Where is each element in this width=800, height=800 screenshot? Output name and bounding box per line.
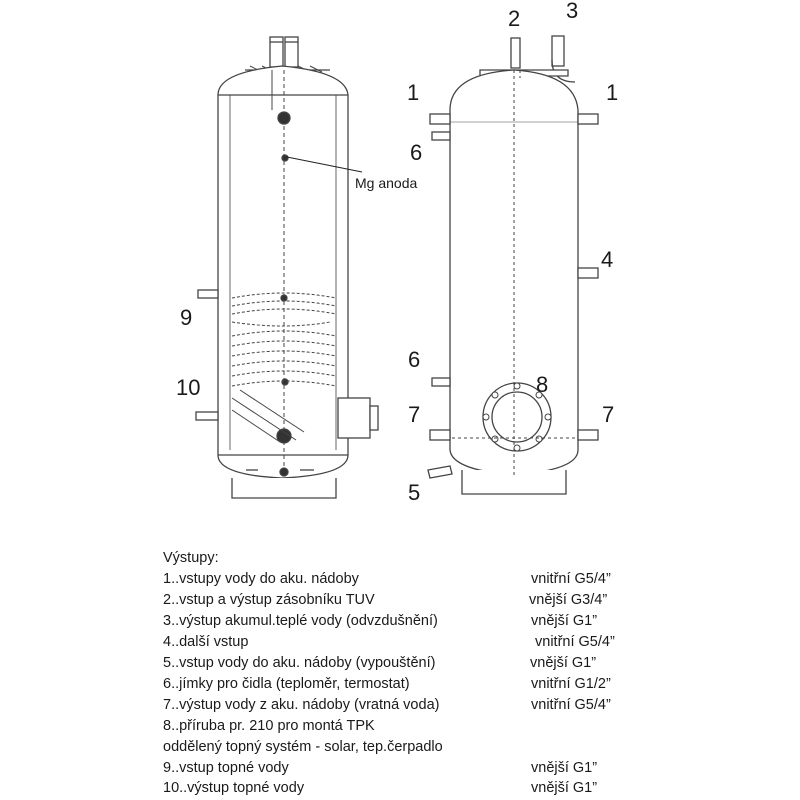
- label-1-right: 1: [606, 80, 619, 105]
- legend-item-spec: vnitřní G5/4”: [531, 697, 611, 713]
- legend-item-spec: vnitřní G1/2”: [531, 676, 611, 692]
- anode-label: Mg anoda: [355, 175, 418, 191]
- label-7-right-tank-right: 7: [602, 402, 615, 427]
- label-9: 9: [180, 305, 193, 330]
- legend-item-spec: vnější G1”: [530, 655, 597, 671]
- legend-item-text: 9..vstup topné vody: [163, 760, 289, 776]
- legend-item-spec: vnější G1”: [531, 613, 598, 629]
- legend-item-text: 3..výstup akumul.teplé vody (odvzdušnění): [163, 613, 438, 629]
- legend-item-text: 4..další vstup: [163, 634, 249, 650]
- label-6-mid: 6: [408, 347, 421, 372]
- label-3: 3: [566, 0, 579, 23]
- label-7-right-tank-left: 7: [408, 402, 421, 427]
- legend-item-text: 7..výstup vody z aku. nádoby (vratná voda): [163, 697, 440, 713]
- legend-item-text: 6..jímky pro čidla (teploměr, termostat): [163, 676, 410, 692]
- legend-item-text: 8..příruba pr. 210 pro montá TPK: [163, 718, 375, 734]
- legend-item-spec: vnitřní G5/4”: [535, 634, 615, 650]
- label-5: 5: [408, 480, 421, 505]
- legend-item-text: 1..vstupy vody do aku. nádoby: [163, 571, 359, 587]
- label-2: 2: [508, 6, 521, 31]
- label-6-top: 6: [410, 140, 423, 165]
- label-10: 10: [176, 375, 201, 400]
- legend-item-spec: vnější G3/4”: [529, 592, 608, 608]
- legend-item-spec: vnější G1”: [531, 780, 598, 796]
- legend-item-text: 2..vstup a výstup zásobníku TUV: [163, 592, 375, 608]
- right-tank: [428, 36, 598, 494]
- legend-item-text: 10..výstup topné vody: [163, 780, 305, 796]
- legend-item-text: oddělený topný systém - solar, tep.čerpadlo: [163, 739, 443, 755]
- label-4: 4: [601, 247, 614, 272]
- legend-item-text: 5..vstup vody do aku. nádoby (vypouštění): [163, 655, 436, 671]
- left-tank: [196, 37, 378, 498]
- legend-item-spec: vnější G1”: [531, 760, 598, 776]
- label-1-left: 1: [407, 80, 420, 105]
- label-8: 8: [536, 372, 549, 397]
- legend-item-spec: vnitřní G5/4”: [531, 571, 611, 587]
- legend-heading: Výstupy:: [163, 550, 219, 566]
